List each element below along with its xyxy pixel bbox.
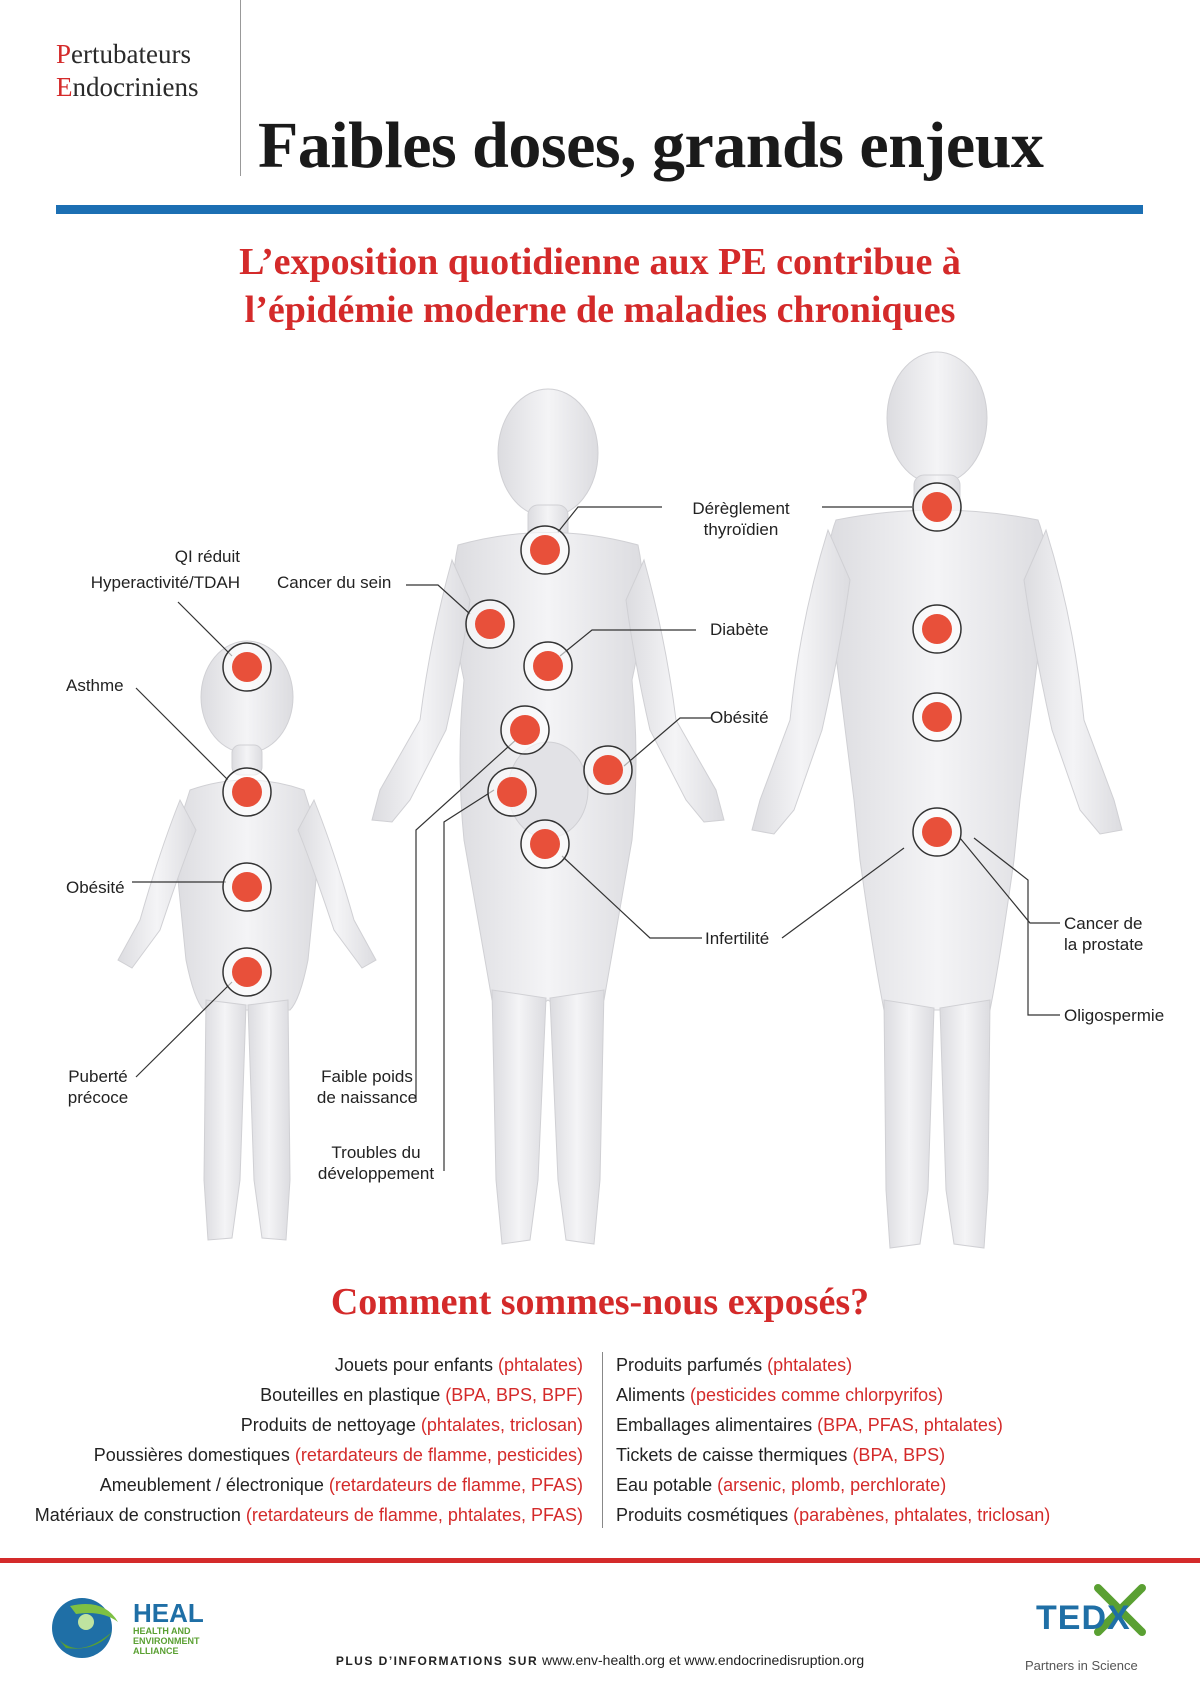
label-faible-poids: Faible poids de naissance <box>316 1067 418 1107</box>
exposure-item: Matériaux de construction (retardateurs de flamme, phtalates, PFAS) <box>34 1505 583 1525</box>
brand-line-2: Endocriniens <box>56 72 199 102</box>
marker-man-belly <box>913 693 961 741</box>
marker-woman-uterus <box>521 820 569 868</box>
marker-woman-belly <box>584 746 632 794</box>
more-info-footer <box>0 1652 1200 1668</box>
heal-logo-subtitle: HEALTH AND ENVIRONMENT ALLIANCE <box>133 1626 200 1656</box>
label-infertilite: Infertilité <box>705 929 770 948</box>
label-dereglement-thyroidien: Dérèglement thyroïdien <box>692 499 790 539</box>
label-hyperactivite: Hyperactivité/TDAH <box>90 573 240 592</box>
exposure-item: Aliments (pesticides comme chlorpyrifos) <box>616 1385 944 1405</box>
exposure-item: Produits cosmétiques (parabènes, phtalates, triclosan) <box>616 1505 1051 1525</box>
exposure-item: Poussières domestiques (retardateurs de flamme, pesticides) <box>93 1445 583 1465</box>
tedx-tagline: Partners in Science <box>1025 1658 1138 1673</box>
label-obesite-child: Obésité <box>66 878 125 897</box>
exposure-right-column <box>616 1350 1050 1530</box>
label-cancer-prostate: Cancer de la prostate <box>1064 914 1144 954</box>
subtitle-line-1: L’exposition quotidienne aux PE contribue à <box>239 241 961 283</box>
label-troubles-developpement: Troubles du développement <box>317 1143 435 1183</box>
marker-woman-breast <box>466 600 514 648</box>
exposure-item: Ameublement / électronique (retardateurs de flamme, PFAS) <box>99 1475 583 1495</box>
marker-woman-pancreas <box>524 642 572 690</box>
marker-child-groin <box>223 948 271 996</box>
exposure-item: Bouteilles en plastique (BPA, BPS, BPF) <box>260 1385 583 1405</box>
marker-man-pancreas <box>913 605 961 653</box>
label-oligospermie: Oligospermie <box>1064 1006 1165 1025</box>
label-asthme: Asthme <box>66 676 124 695</box>
label-cancer-sein: Cancer du sein <box>277 573 392 592</box>
exposure-item: Tickets de caisse thermiques (BPA, BPS) <box>616 1445 946 1465</box>
exposure-item: Emballages alimentaires (BPA, PFAS, phtalates) <box>616 1415 1003 1435</box>
more-info-links[interactable]: www.env-health.org et www.endocrinedisruption.org <box>538 1652 865 1668</box>
marker-man-thyroid <box>913 483 961 531</box>
label-obesite-adult: Obésité <box>710 708 769 727</box>
marker-woman-thyroid <box>521 526 569 574</box>
exposure-item: Produits de nettoyage (phtalates, triclosan) <box>240 1415 583 1435</box>
exposure-item: Jouets pour enfants (phtalates) <box>334 1355 583 1375</box>
heal-logo-text: HEAL <box>133 1598 204 1628</box>
label-diabete: Diabète <box>710 620 769 639</box>
more-info-prefix: PLUS D’INFORMATIONS SUR <box>335 1654 539 1668</box>
subtitle-line-2: l’épidémie moderne de maladies chroniques <box>244 289 956 331</box>
exposure-column-divider <box>602 1352 603 1528</box>
page-title: Faibles doses, grands enjeux <box>258 109 1044 182</box>
exposure-left-column <box>35 1350 583 1530</box>
marker-child-brain <box>223 643 271 691</box>
marker-child-belly <box>223 863 271 911</box>
exposure-item: Produits parfumés (phtalates) <box>616 1355 853 1375</box>
marker-man-groin <box>913 808 961 856</box>
marker-child-chest <box>223 768 271 816</box>
label-qi-reduit: QI réduit <box>174 547 240 566</box>
tedx-logo-text: TEDX <box>1036 1599 1131 1637</box>
brand-line-1: Pertubateurs <box>56 39 191 69</box>
exposure-item: Eau potable (arsenic, plomb, perchlorate) <box>616 1475 947 1495</box>
label-puberte-precoce: Puberté précoce <box>67 1067 129 1107</box>
exposure-title: Comment sommes-nous exposés? <box>330 1281 870 1323</box>
marker-woman-fetus-body <box>488 768 536 816</box>
marker-woman-fetus-head <box>501 706 549 754</box>
red-rule <box>0 1558 1200 1563</box>
